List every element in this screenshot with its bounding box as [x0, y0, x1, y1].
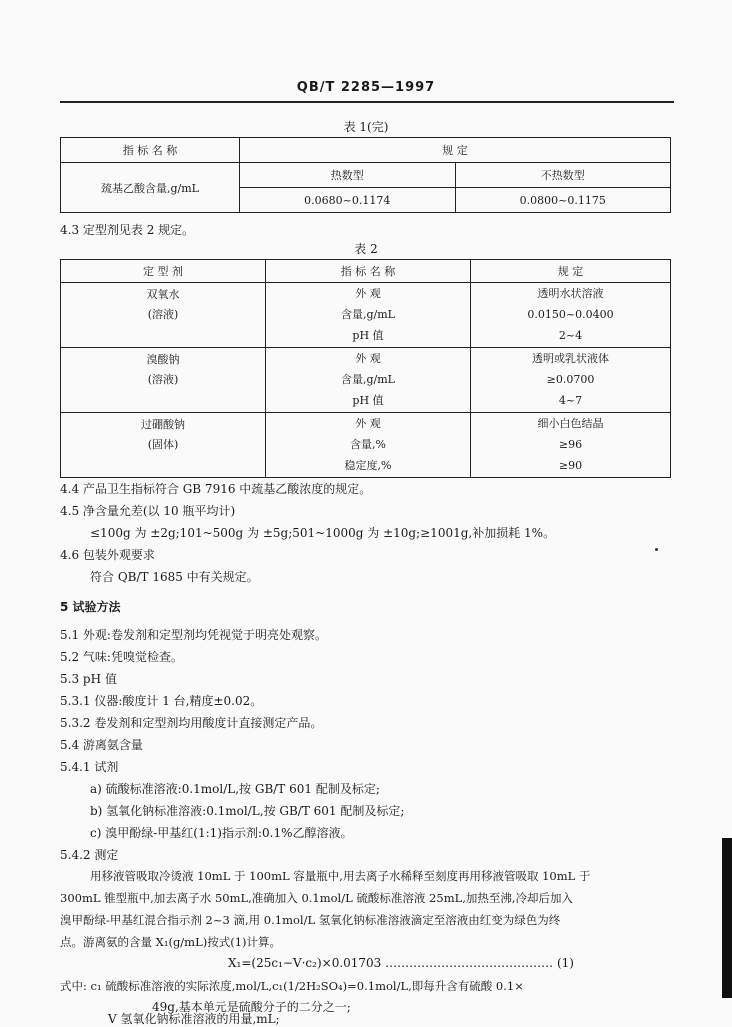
- agent-form: (固体): [147, 438, 179, 451]
- tolerance-text: ≤100g 为 ±2g;101~500g 为 ±5g;501~1000g 为 ±10g;≥1001g,补加损耗 1%。: [90, 526, 556, 540]
- section-4-5: 4.5 净含量允差(以 10 瓶平均计): [60, 504, 236, 518]
- spec-value: ≥0.0700: [546, 372, 595, 386]
- table1-row-name: 巯基乙酸含量,g/mL: [61, 163, 240, 213]
- section-4-6: 4.6 包装外观要求: [60, 548, 155, 562]
- section-5-4: 5.4 游离氨含量: [60, 738, 143, 752]
- table-2: [60, 259, 671, 478]
- speck: [655, 548, 658, 551]
- item-name: 含量,%: [350, 437, 386, 451]
- agent-form: (溶液): [147, 308, 179, 321]
- table-row: [61, 413, 671, 478]
- reagent-b: b) 氢氧化钠标准溶液:0.1mol/L,按 GB/T 601 配制及标定;: [90, 804, 405, 818]
- table1-sub-b: 不热数型: [455, 163, 671, 188]
- item-name: pH 值: [352, 393, 384, 407]
- table1-caption: 表 1(完): [343, 120, 389, 134]
- item-name: 外 观: [355, 417, 381, 431]
- packaging-text: 符合 QB/T 1685 中有关规定。: [90, 570, 259, 584]
- table1-sub-a: 热数型: [240, 163, 456, 188]
- section-5-1: 5.1 外观:卷发剂和定型剂均凭视觉于明亮处观察。: [60, 628, 327, 642]
- table2-header-spec: 规 定: [471, 260, 671, 283]
- table2-header-item: 指 标 名 称: [266, 260, 471, 283]
- reagent-c: c) 溴甲酚绿-甲基红(1:1)指示剂:0.1%乙醇溶液。: [90, 826, 353, 840]
- section-5-2: 5.2 气味:凭嗅觉检查。: [60, 650, 183, 664]
- where-c1: 式中: c₁ 硫酸标准溶液的实际浓度,mol/L,c₁(1/2H₂SO₄)=0.1mol/L,即每升含有硫酸 0.1×: [60, 979, 524, 993]
- header-rule: [60, 101, 674, 103]
- spec-value: ≥90: [558, 458, 583, 472]
- spec-value: 2~4: [558, 328, 583, 342]
- procedure-line-2: 300mL 锥型瓶中,加去离子水 50mL,准确加入 0.1mol/L 硫酸标准溶液 25mL,加热至沸,冷却后加入: [60, 891, 574, 905]
- spec-value: 0.0150~0.0400: [527, 307, 614, 321]
- section-5-3: 5.3 pH 值: [60, 672, 117, 686]
- section-5-3-1: 5.3.1 仪器:酸度计 1 台,精度±0.02。: [60, 694, 263, 708]
- table2-caption: 表 2: [354, 242, 378, 256]
- section-5-3-2: 5.3.2 卷发剂和定型剂均用酸度计直接测定产品。: [60, 716, 323, 730]
- section-5-4-1: 5.4.1 试剂: [60, 760, 119, 774]
- item-name: pH 值: [352, 328, 384, 342]
- table1-header-name: 指 标 名 称: [61, 138, 240, 163]
- page-header: QB/T 2285—1997: [296, 80, 436, 95]
- item-name: 含量,g/mL: [341, 372, 395, 386]
- item-name: 外 观: [355, 352, 381, 366]
- procedure-line-3: 溴甲酚绿-甲基红混合指示剂 2~3 滴,用 0.1mol/L 氢氧化钠标准溶液滴定至溶液由红变为绿色为终: [60, 913, 561, 927]
- agent-name: 溴酸钠: [146, 353, 180, 366]
- where-c1-cont: 49g,基本单元是硫酸分子的二分之一;: [152, 1000, 351, 1014]
- section-4-4: 4.4 产品卫生指标符合 GB 7916 中巯基乙酸浓度的规定。: [60, 482, 372, 496]
- procedure-line-1: 用移液管吸取冷烫液 10mL 于 100mL 容量瓶中,用去离子水稀释至刻度再用移液管吸取 10mL 于: [90, 869, 591, 883]
- table-1: [60, 137, 671, 213]
- section-5-title: 5 试验方法: [60, 600, 121, 614]
- procedure-line-4: 点。游离氨的含量 X₁(g/mL)按式(1)计算。: [60, 935, 281, 949]
- spec-value: 透明水状溶液: [537, 287, 604, 301]
- table1-header-spec: 规 定: [240, 138, 671, 163]
- where-v: V 氢氧化钠标准溶液的用量,mL;: [108, 1012, 280, 1026]
- table2-header-agent: 定 型 剂: [61, 260, 266, 283]
- agent-form: (溶液): [147, 373, 179, 386]
- section-4-3: 4.3 定型剂见表 2 规定。: [60, 223, 195, 237]
- agent-name: 双氧水: [146, 288, 180, 301]
- spec-value: 4~7: [558, 393, 583, 407]
- item-name: 含量,g/mL: [341, 307, 395, 321]
- item-name: 外 观: [355, 287, 381, 301]
- spec-value: 细小白色结晶: [537, 417, 604, 431]
- section-5-4-2: 5.4.2 测定: [60, 848, 119, 862]
- table-row: [61, 348, 671, 413]
- item-name: 稳定度,%: [344, 458, 392, 472]
- formula-1: X₁=(25c₁−V·c₂)×0.01703 …………………………………… (1): [228, 956, 574, 970]
- table-row: [61, 283, 671, 348]
- spec-value: ≥96: [558, 437, 583, 451]
- agent-name: 过硼酸钠: [141, 418, 185, 431]
- spec-value: 透明或乳状液体: [532, 352, 609, 366]
- table1-val-a: 0.0680~0.1174: [240, 188, 456, 213]
- reagent-a: a) 硫酸标准溶液:0.1mol/L,按 GB/T 601 配制及标定;: [90, 782, 380, 796]
- scan-edge-mark: [722, 838, 732, 998]
- table1-val-b: 0.0800~0.1175: [455, 188, 671, 213]
